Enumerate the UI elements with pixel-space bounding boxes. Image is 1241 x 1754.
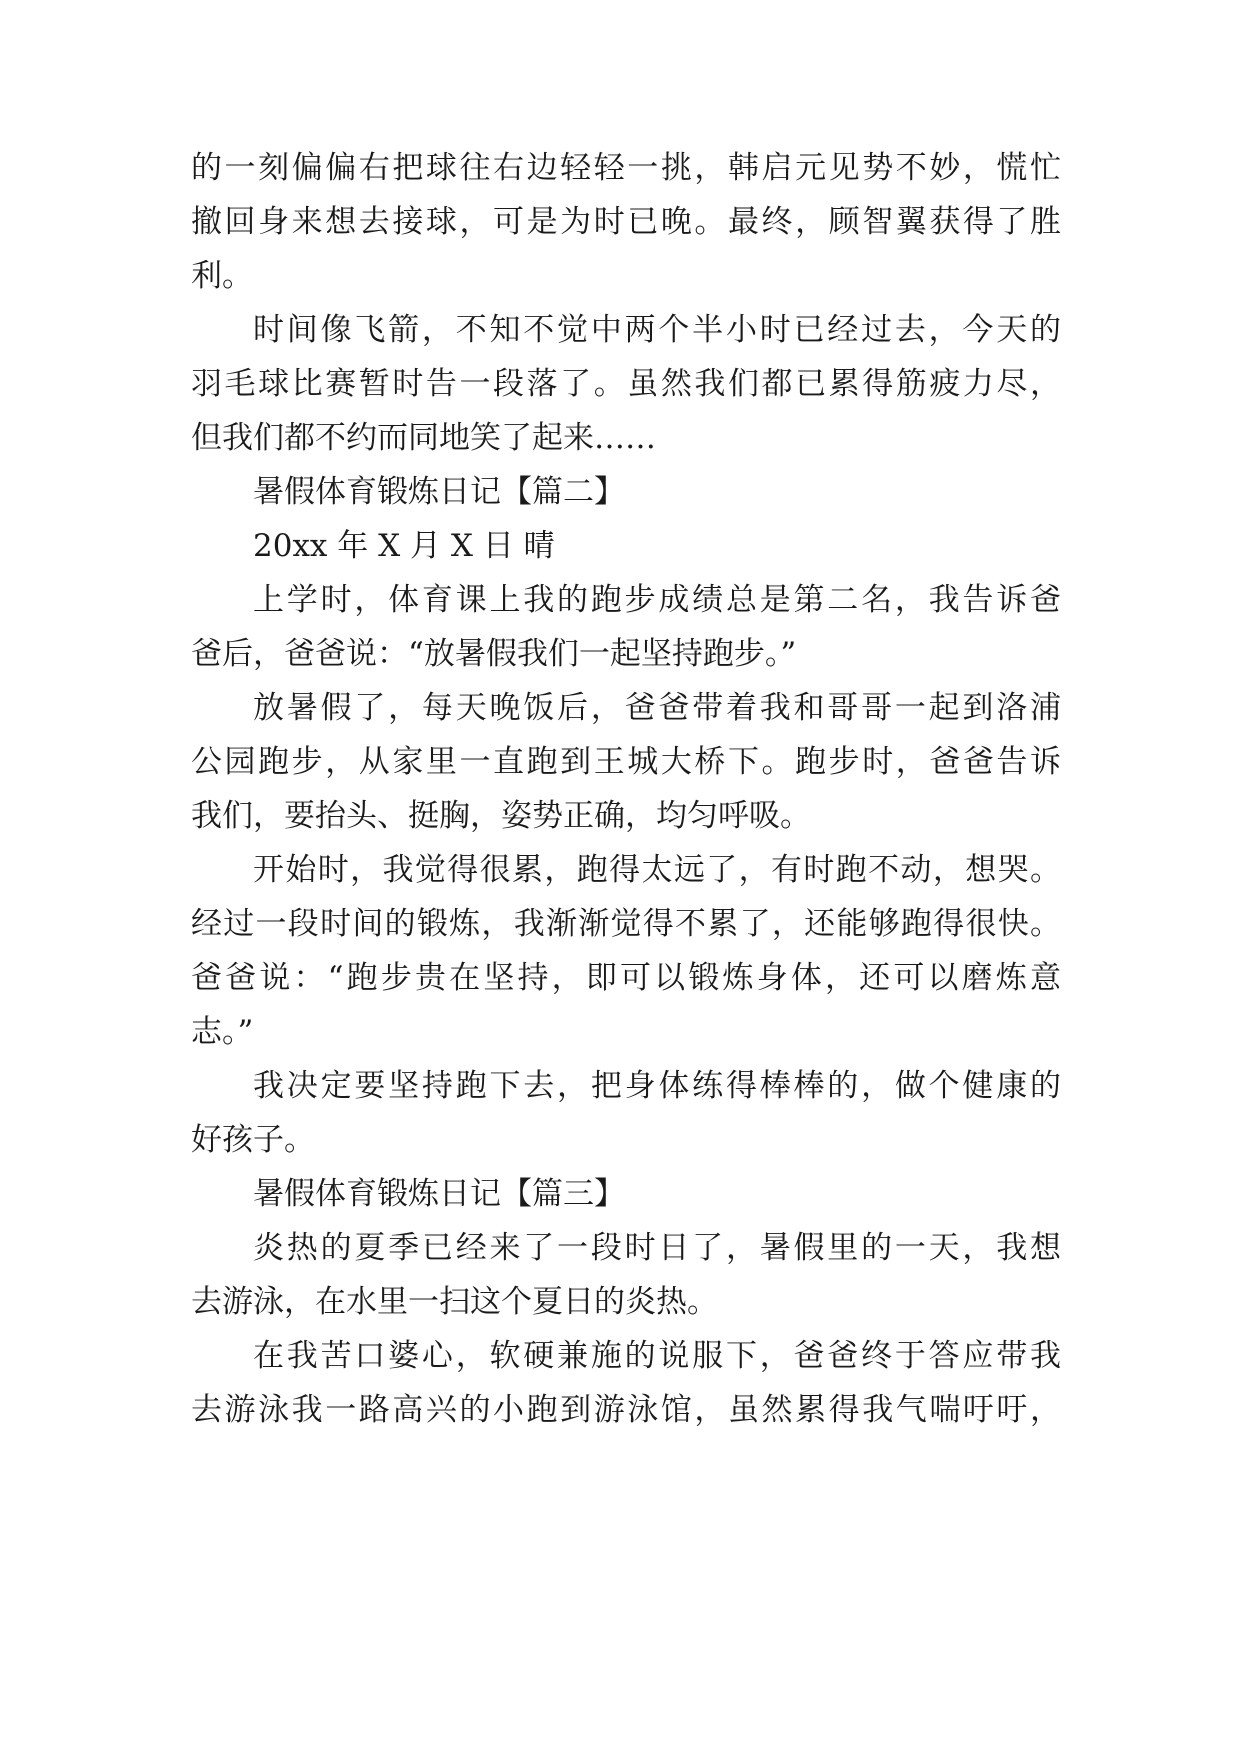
- section-heading: 暑假体育锻炼日记【篇三】: [253, 1176, 625, 1212]
- text-line: 志。”: [191, 1014, 254, 1050]
- text-line: 在我苦口婆心，软硬兼施的说服下，爸爸终于答应带我: [253, 1338, 1061, 1374]
- text-line: 炎热的夏季已经来了一段时日了，暑假里的一天，我想: [253, 1230, 1061, 1266]
- text-line: 的一刻偏偏右把球往右边轻轻一挑，韩启元见势不妙，慌忙: [191, 150, 1061, 186]
- text-line: 爸后，爸爸说：“放暑假我们一起坚持跑步。”: [191, 636, 797, 672]
- text-line: 利。: [191, 258, 253, 294]
- text-line: 但我们都不约而同地笑了起来……: [191, 420, 656, 456]
- text-line: 我决定要坚持跑下去，把身体练得棒棒的，做个健康的: [253, 1068, 1061, 1104]
- section-heading: 暑假体育锻炼日记【篇二】: [253, 474, 625, 510]
- text-line: 开始时，我觉得很累，跑得太远了，有时跑不动，想哭。: [253, 852, 1061, 888]
- text-line: 我们，要抬头、挺胸，姿势正确，均匀呼吸。: [191, 798, 811, 834]
- text-line: 去游泳我一路高兴的小跑到游泳馆，虽然累得我气喘吁吁，: [191, 1392, 1061, 1428]
- diary-date: 20xx 年 X 月 X 日 晴: [253, 528, 555, 564]
- text-line: 撤回身来想去接球，可是为时已晚。最终，顾智翼获得了胜: [191, 204, 1061, 240]
- text-line: 上学时，体育课上我的跑步成绩总是第二名，我告诉爸: [253, 582, 1061, 618]
- text-line: 经过一段时间的锻炼，我渐渐觉得不累了，还能够跑得很快。: [191, 906, 1061, 942]
- text-line: 去游泳，在水里一扫这个夏日的炎热。: [191, 1284, 718, 1320]
- text-line: 时间像飞箭，不知不觉中两个半小时已经过去，今天的: [253, 312, 1061, 348]
- text-line: 放暑假了，每天晚饭后，爸爸带着我和哥哥一起到洛浦: [253, 690, 1061, 726]
- text-line: 公园跑步，从家里一直跑到王城大桥下。跑步时，爸爸告诉: [191, 744, 1061, 780]
- text-line: 好孩子。: [191, 1122, 315, 1158]
- text-line: 爸爸说：“跑步贵在坚持，即可以锻炼身体，还可以磨炼意: [191, 960, 1061, 996]
- text-line: 羽毛球比赛暂时告一段落了。虽然我们都已累得筋疲力尽，: [191, 366, 1061, 402]
